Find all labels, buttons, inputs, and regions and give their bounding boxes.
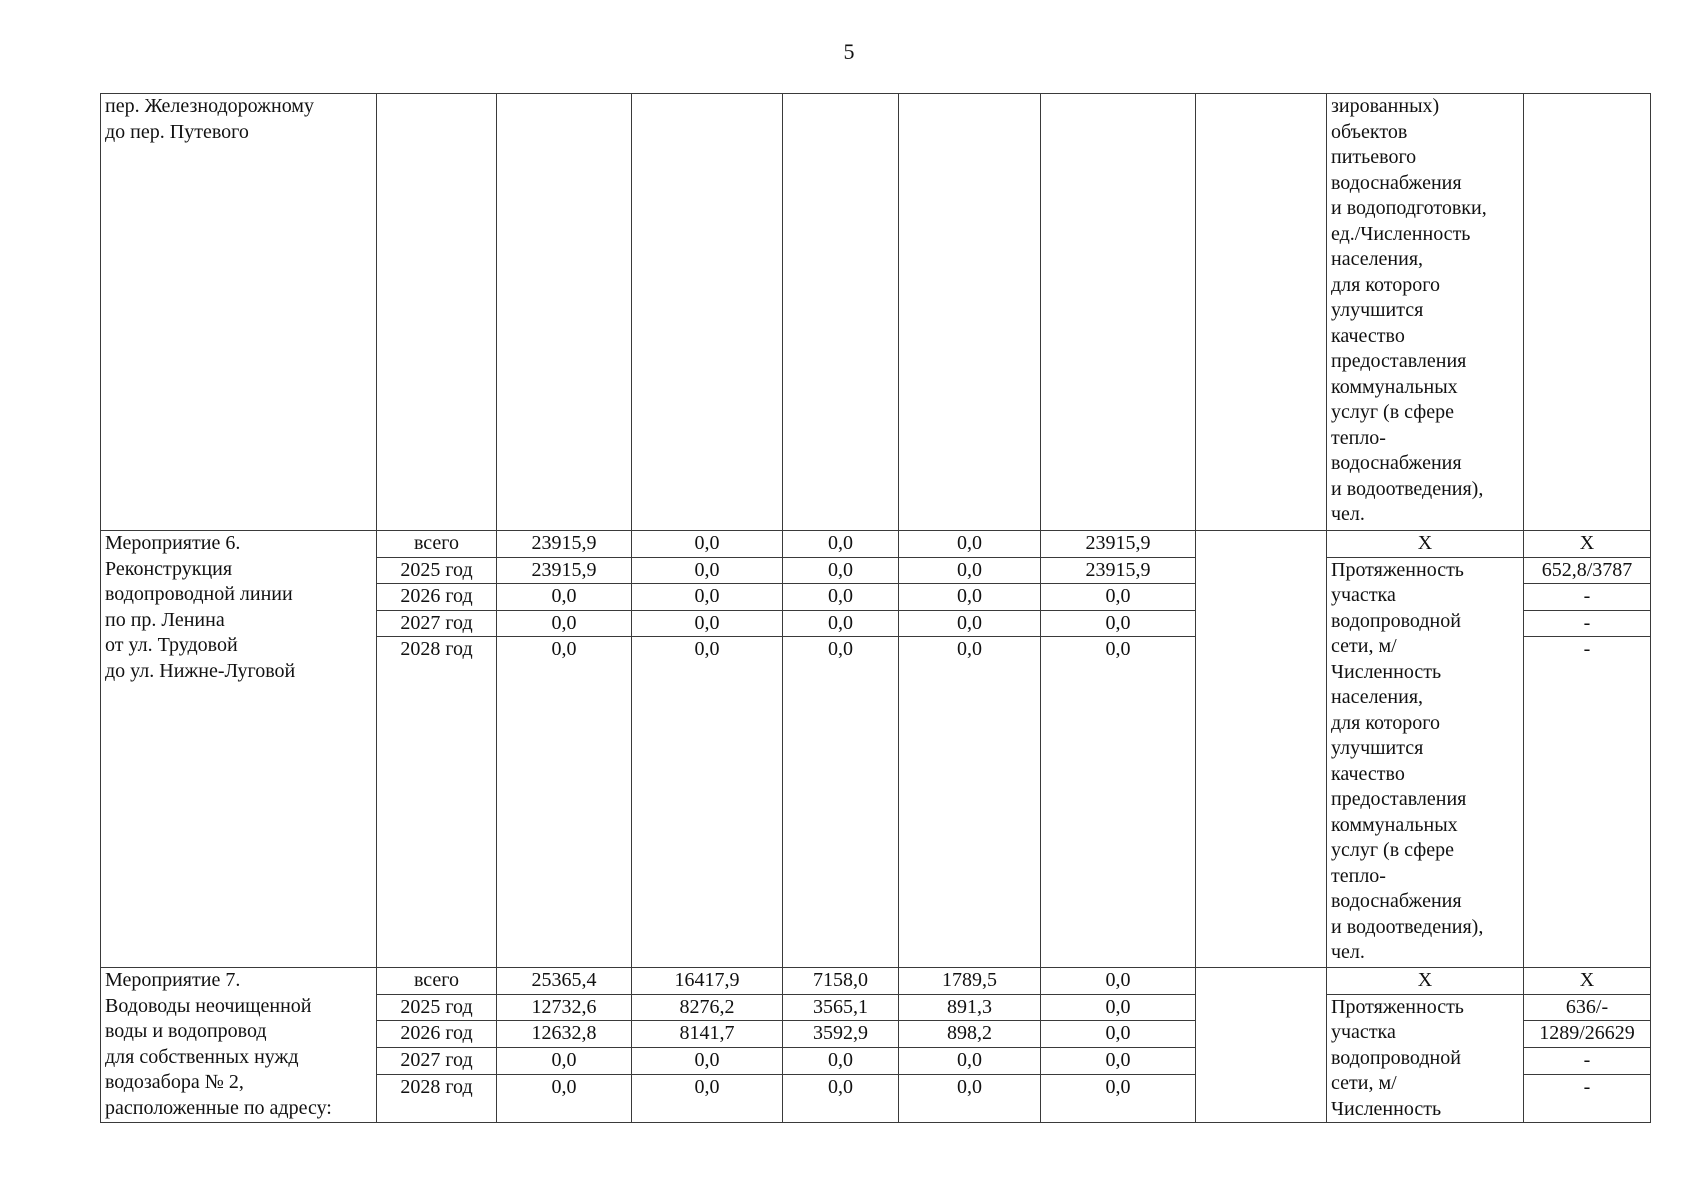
- text-line: сети, м/: [1331, 1072, 1397, 1094]
- value-cell: 0,0: [632, 531, 783, 558]
- text-line: Водоводы неочищенной: [105, 994, 312, 1017]
- text-line: Мероприятие 7.: [105, 969, 241, 991]
- text-line: предоставления: [1331, 350, 1467, 372]
- value-cell: 0,0: [632, 557, 783, 584]
- value-cell: 23915,9: [1041, 531, 1196, 558]
- text-line: населения,: [1331, 248, 1424, 270]
- value-cell: 0,0: [1041, 1048, 1196, 1075]
- value-cell: 0,0: [899, 584, 1041, 611]
- value-cell: 0,0: [783, 531, 899, 558]
- period-cell: 2025 год: [377, 557, 497, 584]
- period-cell: 2028 год: [377, 637, 497, 968]
- indicator-cell: [1327, 557, 1524, 968]
- text-line: тепло-: [1331, 864, 1386, 887]
- table-row: [101, 968, 1651, 995]
- text-line: Протяженность: [1331, 995, 1464, 1018]
- value-cell: 0,0: [632, 584, 783, 611]
- value-cell: 3592,9: [783, 1021, 899, 1048]
- table-row: [101, 531, 1651, 558]
- period-cell: всего: [377, 968, 497, 995]
- indicator-cell: [1327, 994, 1524, 1123]
- text-line: до ул. Нижне-Луговой: [105, 659, 296, 682]
- value-cell: 3565,1: [783, 994, 899, 1021]
- text-line: для которого: [1331, 711, 1440, 734]
- value-cell: 0,0: [1041, 1021, 1196, 1048]
- text-line: качество: [1331, 324, 1405, 347]
- indicator-value-cell: 1289/26629: [1524, 1021, 1651, 1048]
- value-cell: 0,0: [1041, 637, 1196, 968]
- indicator-value-cell: -: [1524, 1075, 1651, 1123]
- text-line: воды и водопровод: [105, 1020, 267, 1042]
- text-line: питьевого: [1331, 146, 1417, 168]
- period-cell: 2026 год: [377, 584, 497, 611]
- value-cell: 12632,8: [497, 1021, 632, 1048]
- text-line: водозабора № 2,: [105, 1071, 244, 1093]
- empty-cell: [1196, 968, 1327, 1123]
- indicator-cell: [1327, 94, 1524, 531]
- value-cell: 0,0: [783, 637, 899, 968]
- text-line: для собственных нужд: [105, 1045, 299, 1068]
- value-cell: 0,0: [497, 1048, 632, 1075]
- value-cell: 0,0: [1041, 584, 1196, 611]
- value-cell: 23915,9: [1041, 557, 1196, 584]
- text-line: участка: [1331, 1021, 1396, 1043]
- period-cell: 2027 год: [377, 610, 497, 637]
- value-cell: 0,0: [632, 610, 783, 637]
- indicator-value-cell: 652,8/3787: [1524, 557, 1651, 584]
- value-cell: 0,0: [497, 610, 632, 637]
- text-line: коммунальных: [1331, 375, 1458, 398]
- value-cell: 891,3: [899, 994, 1041, 1021]
- text-line: до пер. Путевого: [105, 120, 249, 143]
- period-cell: 2027 год: [377, 1048, 497, 1075]
- value-cell: 0,0: [899, 637, 1041, 968]
- value-cell: 0,0: [632, 637, 783, 968]
- indicator-value-cell: -: [1524, 610, 1651, 637]
- value-cell: 23915,9: [497, 531, 632, 558]
- measure-description-cell: [101, 531, 377, 968]
- text-line: Численность: [1331, 660, 1442, 683]
- text-line: тепло-: [1331, 426, 1386, 449]
- text-line: объектов: [1331, 120, 1408, 143]
- text-line: чел.: [1331, 503, 1365, 525]
- indicator-value-cell: -: [1524, 1048, 1651, 1075]
- text-line: зированных): [1331, 95, 1440, 117]
- text-line: расположенные по адресу:: [105, 1096, 332, 1119]
- indicator-value-cell: Х: [1524, 968, 1651, 995]
- value-cell: 0,0: [783, 584, 899, 611]
- value-cell: 25365,4: [497, 968, 632, 995]
- indicator-total-cell: Х: [1327, 968, 1524, 995]
- table-row: [101, 94, 1651, 531]
- period-cell: 2028 год: [377, 1075, 497, 1123]
- value-cell: 7158,0: [783, 968, 899, 995]
- value-cell: 0,0: [1041, 968, 1196, 995]
- value-cell: 0,0: [899, 610, 1041, 637]
- text-line: сети, м/: [1331, 635, 1397, 657]
- value-cell: 0,0: [1041, 610, 1196, 637]
- text-line: услуг (в сфере: [1331, 401, 1454, 423]
- value-cell: 8141,7: [632, 1021, 783, 1048]
- text-line: Протяженность: [1331, 558, 1464, 581]
- text-line: ед./Численность: [1331, 222, 1471, 245]
- page-number: 5: [843, 39, 855, 64]
- value-cell: 0,0: [497, 1075, 632, 1123]
- value-cell: 0,0: [783, 1075, 899, 1123]
- text-line: услуг (в сфере: [1331, 839, 1454, 861]
- text-line: водоснабжения: [1331, 890, 1462, 912]
- text-line: качество: [1331, 762, 1405, 785]
- text-line: водопроводной: [1331, 609, 1461, 632]
- period-cell: 2026 год: [377, 1021, 497, 1048]
- text-line: и водоотведения),: [1331, 915, 1484, 938]
- value-cell: 23915,9: [497, 557, 632, 584]
- indicator-value-cell: Х: [1524, 531, 1651, 558]
- text-line: коммунальных: [1331, 813, 1458, 836]
- measure-description-cell: [101, 968, 377, 1123]
- measure-description-cell: [101, 94, 377, 531]
- value-cell: 0,0: [899, 557, 1041, 584]
- text-line: населения,: [1331, 686, 1424, 708]
- indicator-value-cell: -: [1524, 637, 1651, 968]
- value-cell: 0,0: [899, 1048, 1041, 1075]
- text-line: водоснабжения: [1331, 171, 1462, 194]
- indicator-total-cell: Х: [1327, 531, 1524, 558]
- value-cell: 8276,2: [632, 994, 783, 1021]
- indicator-value-cell: 636/-: [1524, 994, 1651, 1021]
- value-cell: 0,0: [632, 1048, 783, 1075]
- text-line: и водоподготовки,: [1331, 197, 1487, 219]
- value-cell: 0,0: [783, 1048, 899, 1075]
- text-line: водопроводной линии: [105, 583, 293, 605]
- value-cell: 0,0: [899, 531, 1041, 558]
- text-line: для которого: [1331, 273, 1440, 296]
- indicator-value-cell: -: [1524, 584, 1651, 611]
- program-table: [100, 93, 1651, 1123]
- text-line: чел.: [1331, 941, 1365, 963]
- empty-cell: [1196, 531, 1327, 968]
- text-line: предоставления: [1331, 788, 1467, 810]
- text-line: по пр. Ленина: [105, 608, 225, 631]
- text-line: Численность: [1331, 1097, 1442, 1120]
- text-line: улучшится: [1331, 737, 1424, 759]
- value-cell: 12732,6: [497, 994, 632, 1021]
- value-cell: 0,0: [497, 584, 632, 611]
- period-cell: всего: [377, 531, 497, 558]
- text-line: Мероприятие 6.: [105, 532, 241, 554]
- value-cell: 0,0: [1041, 1075, 1196, 1123]
- value-cell: 16417,9: [632, 968, 783, 995]
- text-line: участка: [1331, 584, 1396, 606]
- period-cell: 2025 год: [377, 994, 497, 1021]
- text-line: пер. Железнодорожному: [105, 95, 314, 117]
- text-line: водопроводной: [1331, 1046, 1461, 1069]
- value-cell: 0,0: [497, 637, 632, 968]
- value-cell: 1789,5: [899, 968, 1041, 995]
- value-cell: 0,0: [783, 610, 899, 637]
- value-cell: 0,0: [1041, 994, 1196, 1021]
- text-line: улучшится: [1331, 299, 1424, 321]
- value-cell: 0,0: [899, 1075, 1041, 1123]
- text-line: водоснабжения: [1331, 452, 1462, 474]
- value-cell: 0,0: [632, 1075, 783, 1123]
- text-line: Реконструкция: [105, 557, 233, 580]
- value-cell: 898,2: [899, 1021, 1041, 1048]
- text-line: от ул. Трудовой: [105, 634, 238, 656]
- value-cell: 0,0: [783, 557, 899, 584]
- text-line: и водоотведения),: [1331, 477, 1484, 500]
